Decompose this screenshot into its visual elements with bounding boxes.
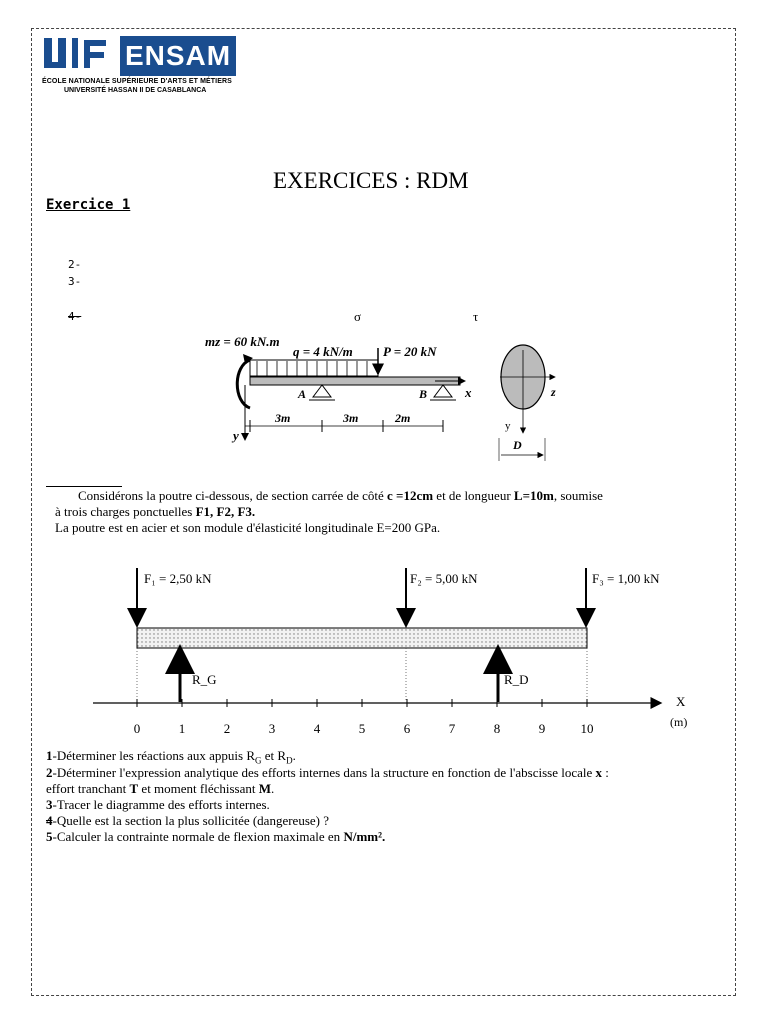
axis-tick-label: 8 bbox=[493, 721, 501, 736]
axis-x-label: x bbox=[465, 385, 472, 400]
axis-y-label: y bbox=[233, 428, 239, 443]
para-text: et de longueur bbox=[433, 488, 514, 503]
q-text: : bbox=[602, 765, 609, 780]
para-text: Considérons la poutre ci-dessous, de section carrée de côté bbox=[78, 488, 388, 503]
q-text: -Calculer la contrainte normale de flexion maximale en bbox=[52, 829, 344, 844]
q-text: -Déterminer l'expression analytique des efforts internes dans la structure en fonction de l'abscisse locale bbox=[52, 765, 596, 780]
moment-label: mz = 60 kN.m bbox=[205, 334, 280, 349]
school-name: ÉCOLE NATIONALE SUPÉRIEURE D'ARTS ET MÉTIERS bbox=[42, 78, 232, 85]
axis-tick-label: 6 bbox=[403, 721, 411, 736]
span-3: 2m bbox=[395, 411, 411, 425]
ex1-item-4: 4- bbox=[68, 310, 82, 323]
axis-tick-label: 0 bbox=[133, 721, 141, 736]
span-2: 3m bbox=[343, 411, 359, 425]
q-x: x bbox=[595, 765, 603, 780]
q-text: . bbox=[292, 748, 296, 763]
question-1 bbox=[46, 748, 296, 766]
ex1-item-3: 3- bbox=[68, 275, 82, 288]
sigma-symbol: σ bbox=[354, 309, 362, 324]
axis-tick-label: 2 bbox=[223, 721, 231, 736]
q-num: 1 bbox=[46, 748, 53, 763]
beam-figure-2 bbox=[80, 560, 720, 740]
q-text: . bbox=[271, 781, 275, 796]
page-title: EXERCICES : RDM bbox=[273, 168, 469, 193]
para-line-2 bbox=[55, 504, 255, 520]
beam-figure-1 bbox=[195, 330, 565, 465]
para-line-1 bbox=[78, 488, 603, 504]
para-line-3: La poutre est en acier et son module d'élasticité longitudinale E=200 GPa. bbox=[55, 520, 441, 535]
para-text: , soumise bbox=[553, 488, 603, 503]
diameter-label: D bbox=[513, 438, 522, 452]
q-text: -Quelle est la section la plus sollicitée (dangereuse) ? bbox=[52, 813, 330, 828]
question-2 bbox=[46, 765, 609, 781]
para-text: à trois charges ponctuelles bbox=[55, 504, 196, 519]
q-num: 2 bbox=[46, 765, 53, 780]
university-name: UNIVERSITÉ HASSAN II DE CASABLANCA bbox=[64, 87, 207, 94]
para-c: c =12cm bbox=[387, 488, 434, 503]
para-forces: F1, F2, F3. bbox=[195, 504, 256, 519]
q-sub: D bbox=[286, 755, 293, 766]
q-unit: N/mm². bbox=[343, 829, 386, 844]
q-text: et R bbox=[261, 748, 287, 763]
q-num: 5 bbox=[46, 829, 53, 844]
axis-tick-label: 5 bbox=[358, 721, 366, 736]
force-f1-label: F₁ = 2,50 kN bbox=[144, 571, 212, 586]
support-b-label: B bbox=[419, 387, 428, 401]
question-3 bbox=[46, 797, 270, 813]
axis-tick-label: 3 bbox=[268, 721, 276, 736]
force-f3-label: F₃ = 1,00 kN bbox=[592, 571, 660, 586]
q-num: 4 bbox=[46, 813, 53, 828]
axis-z-label: z bbox=[551, 385, 556, 399]
q-num: 3 bbox=[46, 797, 53, 812]
reaction-rg-label: R_G bbox=[192, 672, 217, 687]
span-1: 3m bbox=[275, 411, 291, 425]
q-sub: G bbox=[255, 755, 262, 766]
q-M: M bbox=[258, 781, 272, 796]
para-L: L=10m bbox=[513, 488, 554, 503]
q-text: et moment fléchissant bbox=[138, 781, 259, 796]
q-text: -Déterminer les réactions aux appuis R bbox=[52, 748, 256, 763]
load-label: q = 4 kN/m bbox=[293, 344, 353, 359]
support-a-label: A bbox=[298, 387, 307, 401]
section-y-label: y bbox=[505, 420, 511, 432]
ex1-item-2: 2- bbox=[68, 258, 82, 271]
q-text: effort tranchant bbox=[46, 781, 130, 796]
reaction-rd-label: R_D bbox=[504, 672, 529, 687]
logo-mark-icon bbox=[42, 36, 118, 76]
force-f2-label: F₂ = 5,00 kN bbox=[410, 571, 478, 586]
tau-symbol: τ bbox=[473, 309, 479, 324]
q-T: T bbox=[129, 781, 139, 796]
exercise1-heading: Exercice 1 bbox=[46, 197, 131, 213]
question-5 bbox=[46, 829, 385, 845]
axis-tick-label: 1 bbox=[178, 721, 186, 736]
q-text: -Tracer le diagramme des efforts internes. bbox=[52, 797, 270, 812]
axis-unit: (m) bbox=[670, 715, 688, 729]
axis-tick-label: 4 bbox=[313, 721, 321, 736]
axis-tick-label: 7 bbox=[448, 721, 456, 736]
axis-label: X bbox=[676, 694, 686, 709]
separator bbox=[46, 486, 122, 487]
axis-tick-label: 9 bbox=[538, 721, 546, 736]
question-4 bbox=[46, 813, 329, 829]
logo-ensam: ENSAM bbox=[120, 36, 236, 76]
axis-tick-label: 10 bbox=[580, 721, 594, 736]
question-2-line-2 bbox=[46, 781, 274, 797]
force-label: P = 20 kN bbox=[383, 344, 437, 359]
